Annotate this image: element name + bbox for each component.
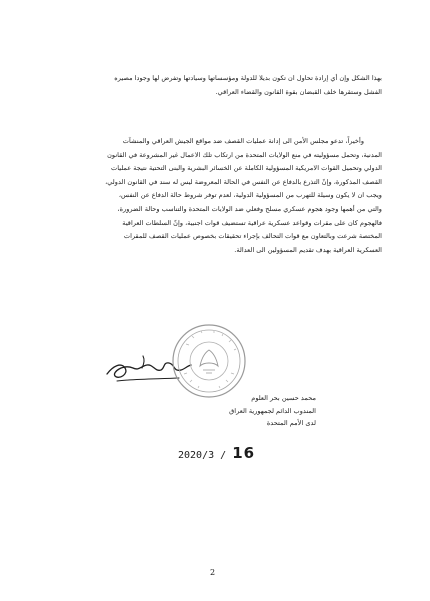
paragraph-1-line: الفشل وستقرها خلف القبضان بقوة القانون والقضاء العراقي. <box>215 87 382 96</box>
paragraph-2-line: وأخيراً، تدعو مجلس الأمن الى إدانة عمليات القصف ضد مواقع الجيش العراقي والمنشآت <box>122 137 364 145</box>
paragraph-1 <box>46 72 382 99</box>
paragraph-2-line: المختصة شرعت وبالتعاون مع قوات التحالف بإجراء تحقيقات بخصوص عمليات القصف للمقرات <box>123 232 382 241</box>
official-seal <box>170 322 248 400</box>
paragraph-2-line: فالهجوم كان على مقرات وقواعد عسكرية عراقية تستضيف قوات اجنبية، وإنّ السلطات العراقية <box>122 218 382 227</box>
signatory-organization: لدى الأمم المتحدة <box>266 419 316 428</box>
paragraph-2-line: المدنية، وتحمل مسؤوليته في منع الولايات المتحدة من ارتكاب تلك الاعمال غير المشروعة في القانون <box>107 150 382 159</box>
page-number: 2 <box>210 568 216 577</box>
signature-block <box>229 392 316 430</box>
paragraph-2-line: العسكرية العراقية بهدف تقديم المسؤولين الى العدالة. <box>234 245 382 254</box>
paragraph-2-line: القصف المذكورة، وإنّ التذرع بالدفاع عن النفس في الحالة المعروضة ليس له سند في القانون الدولي، <box>105 177 382 186</box>
paragraph-2-line: الدولي وتحميل القوات الامريكية المسؤولية الكاملة عن الخسائر البشرية والبنى التحتية نتيجة عمليات <box>111 164 382 173</box>
paragraph-2-line: ويجب ان لا يكون وسيلة للتهرب من المسؤولية الدولية، لعدم توفر شروط حالة الدفاع عن النفس، <box>118 191 382 200</box>
paragraph-2 <box>46 135 382 257</box>
date-day-handwritten: 16 <box>232 444 256 462</box>
signatory-name: محمد حسين بحر العلوم <box>251 394 316 402</box>
date-line: 2020/3 / 16 <box>178 444 256 462</box>
signatory-title: المندوب الدائم لجمهورية العراق <box>229 406 316 415</box>
paragraph-1-line: بهذا الشكل وإن أي إرادة تحاول ان تكون بديلا للدولة ومؤسساتها وسيادتها وتفرض لها وجودا مصيره <box>114 74 382 82</box>
date-year-month: 2020/3 <box>178 450 215 461</box>
paragraph-2-line: والتي من أهمها وجود هجوم عسكري مسلح وفعلي ضد الولايات المتحدة والتناسب وحالة الضرورة، <box>117 204 382 213</box>
